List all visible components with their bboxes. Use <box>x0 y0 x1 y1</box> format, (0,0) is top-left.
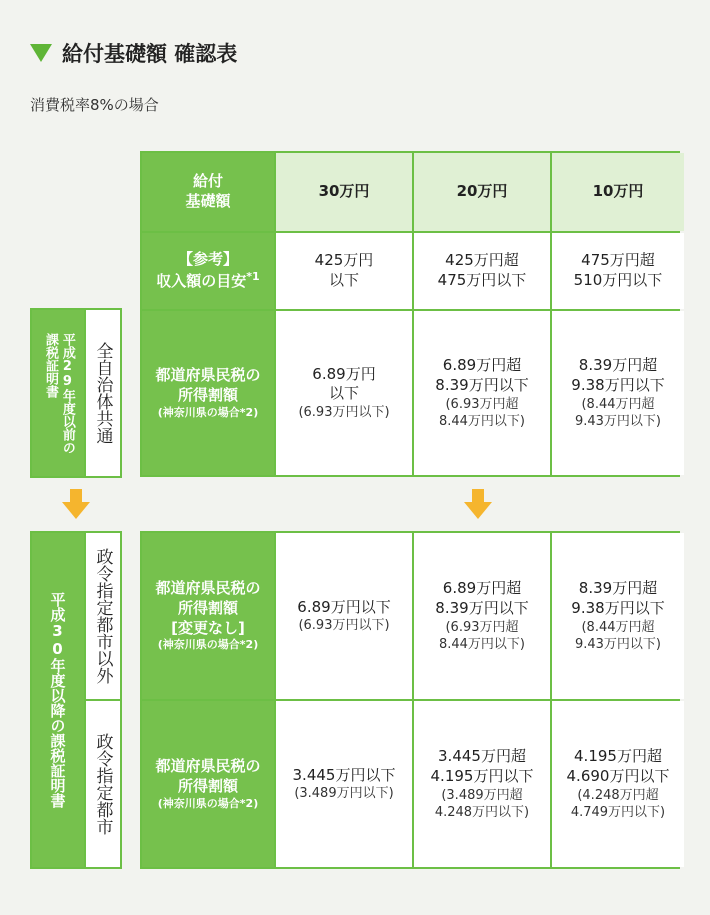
page-title <box>30 38 237 68</box>
other-cell-20: 6.89万円超 8.39万円以下 (6.93万円超 8.44万円以下) <box>414 533 550 699</box>
designated-cell-20: 3.445万円超 4.195万円以下 (3.489万円超 4.248万円以下) <box>414 701 550 867</box>
side-label-pre-h30 <box>30 308 122 478</box>
side-group-h29: 平成29年度以前の 課税証明書 <box>43 332 75 454</box>
arrow-down-icon <box>464 489 492 521</box>
side-scope-designated: 政令指定都市 <box>92 733 113 835</box>
page-subtitle: 消費税率8%の場合 <box>30 96 159 114</box>
designated-row-label: 都道府県民税の 所得割額 (神奈川県の場合*2) <box>142 701 274 867</box>
side-group-h30: 平成30年度以降の課税証明書 <box>48 592 67 808</box>
tax-cell-30: 6.89万円 以下 (6.93万円以下) <box>276 311 412 475</box>
designated-cell-30: 3.445万円以下 (3.489万円以下) <box>276 701 412 867</box>
tax-cell-10: 8.39万円超 9.38万円以下 (8.44万円超 9.43万円以下) <box>552 311 684 475</box>
triangle-down-icon <box>30 44 52 62</box>
arrow-down-icon <box>62 489 90 521</box>
other-cell-10: 8.39万円超 9.38万円以下 (8.44万円超 9.43万円以下) <box>552 533 684 699</box>
top-table <box>140 151 680 477</box>
page-title-text: 給付基礎額 確認表 <box>62 42 238 66</box>
income-cell-10: 475万円超 510万円以下 <box>552 233 684 309</box>
side-scope-all: 全自治体共通 <box>92 342 113 444</box>
side-scope-non-designated: 政令指定都市以外 <box>92 548 113 684</box>
designated-cell-10: 4.195万円超 4.690万円以下 (4.248万円超 4.749万円以下) <box>552 701 684 867</box>
column-header-20: 20万円 <box>414 153 550 231</box>
column-header-30: 30万円 <box>276 153 412 231</box>
header-label-cell: 給付 基礎額 <box>142 153 274 231</box>
tax-row-label: 都道府県民税の 所得割額 (神奈川県の場合*2) <box>142 311 274 475</box>
other-row-label: 都道府県民税の 所得割額 [変更なし] (神奈川県の場合*2) <box>142 533 274 699</box>
income-row-label: 【参考】 収入額の目安$^{*1}$ <box>142 233 274 309</box>
other-cell-30: 6.89万円以下 (6.93万円以下) <box>276 533 412 699</box>
income-cell-20: 425万円超 475万円以下 <box>414 233 550 309</box>
tax-cell-20: 6.89万円超 8.39万円以下 (6.93万円超 8.44万円以下) <box>414 311 550 475</box>
bottom-table <box>140 531 680 869</box>
column-header-10: 10万円 <box>552 153 684 231</box>
side-label-post-h30 <box>30 531 122 869</box>
income-cell-30: 425万円 以下 <box>276 233 412 309</box>
